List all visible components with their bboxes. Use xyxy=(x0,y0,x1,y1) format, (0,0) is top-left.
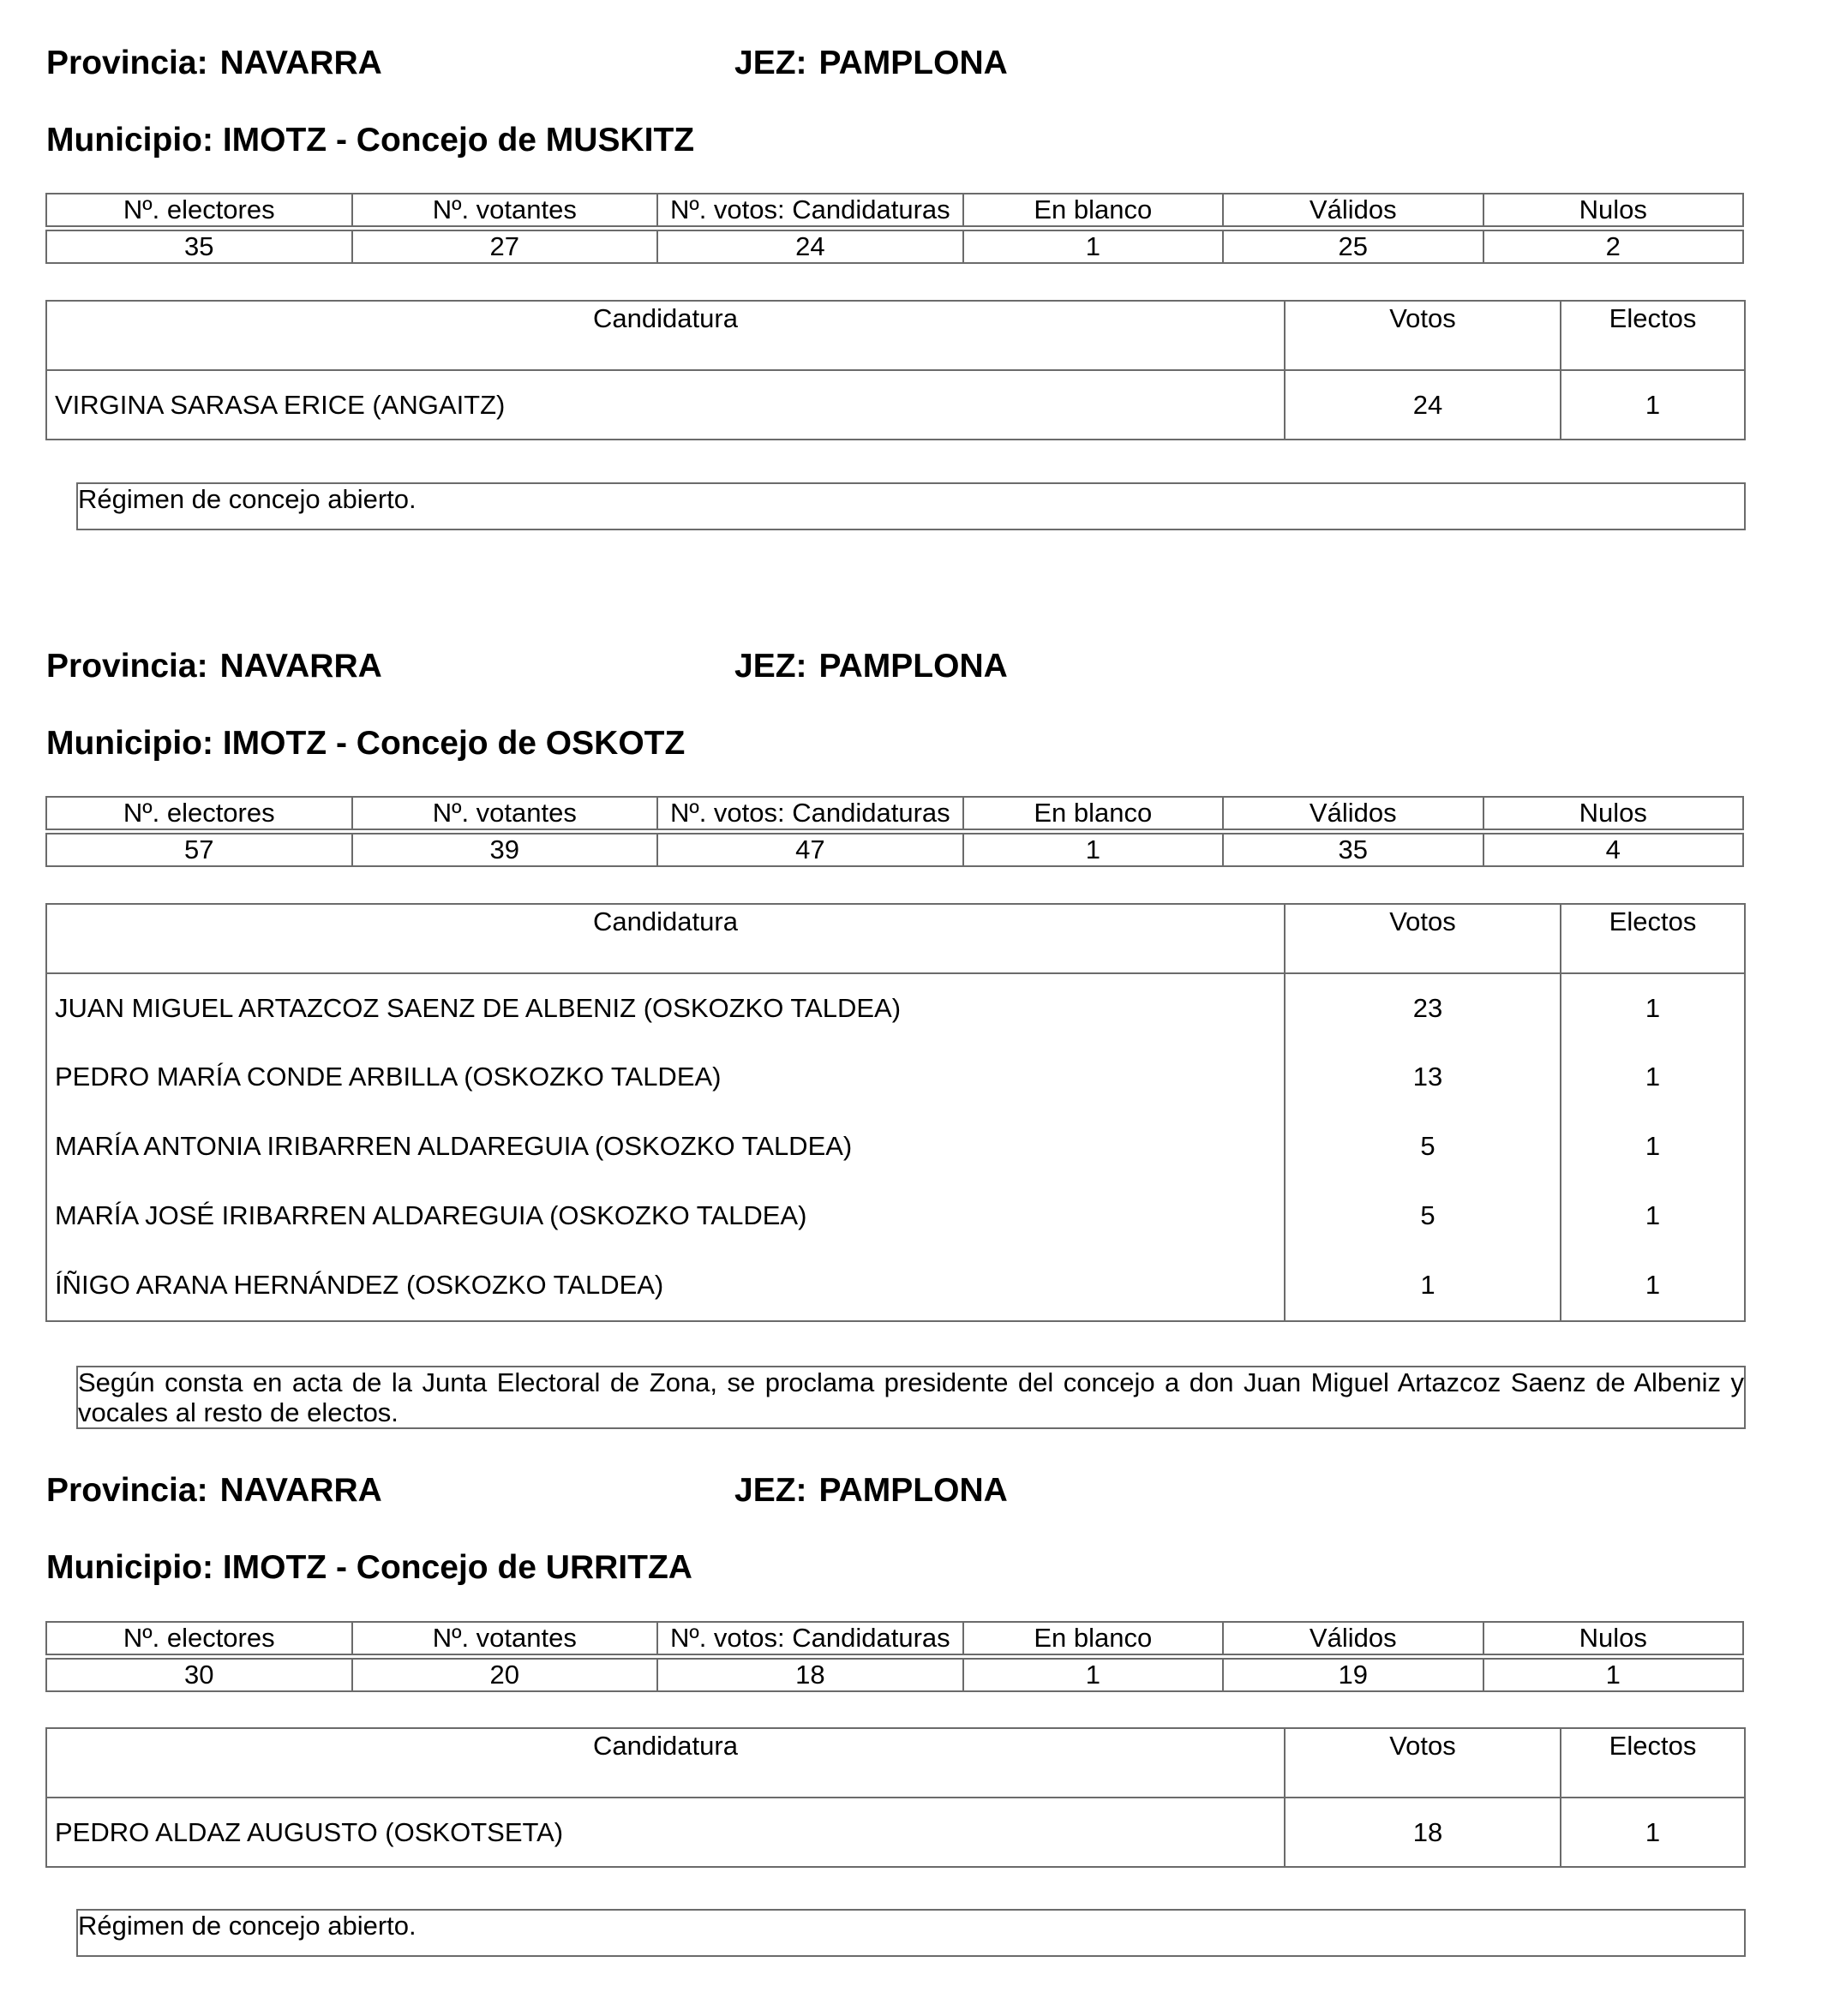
stats-header-votantes: Nº. votantes xyxy=(352,797,658,829)
cand-header-electos: Electos xyxy=(1561,301,1745,370)
stats-value-votantes: 27 xyxy=(352,230,658,263)
stats-table xyxy=(45,1621,1744,1692)
jez-heading: JEZ: PAMPLONA xyxy=(734,45,1008,81)
stats-value-candidaturas: 47 xyxy=(657,834,963,866)
note-box xyxy=(76,482,1746,530)
stats-header-electores: Nº. electores xyxy=(46,194,352,226)
table-row xyxy=(46,1798,1745,1867)
table-row xyxy=(46,1181,1745,1250)
candidate-votos: 18 xyxy=(1285,1798,1561,1867)
stats-value-votantes: 39 xyxy=(352,834,658,866)
stats-header-votantes: Nº. votantes xyxy=(352,1622,658,1654)
stats-header-blanco: En blanco xyxy=(963,797,1223,829)
stats-value-electores: 30 xyxy=(46,1659,352,1691)
provincia-heading: Provincia: NAVARRA xyxy=(46,45,382,81)
jez-heading: JEZ: PAMPLONA xyxy=(734,648,1008,685)
stats-header-candidaturas: Nº. votos: Candidaturas xyxy=(657,797,963,829)
candidate-electos: 1 xyxy=(1561,1798,1745,1867)
candidates-table xyxy=(45,300,1746,440)
stats-value-validos: 35 xyxy=(1223,834,1483,866)
candidate-name: JUAN MIGUEL ARTAZCOZ SAENZ DE ALBENIZ (OSKOZKO TALDEA) xyxy=(46,973,1285,1042)
cand-header-votos: Votos xyxy=(1285,1728,1561,1798)
candidate-electos: 1 xyxy=(1561,973,1745,1042)
stats-value-electores: 57 xyxy=(46,834,352,866)
stats-header-validos: Válidos xyxy=(1223,194,1483,226)
stats-header-nulos: Nulos xyxy=(1483,1622,1744,1654)
candidate-name: MARÍA ANTONIA IRIBARREN ALDAREGUIA (OSKOZKO TALDEA) xyxy=(46,1111,1285,1181)
stats-value-candidaturas: 18 xyxy=(657,1659,963,1691)
municipio-heading: Municipio: IMOTZ - Concejo de URRITZA xyxy=(46,1549,692,1586)
stats-value-blanco: 1 xyxy=(963,230,1223,263)
cand-header-candidatura: Candidatura xyxy=(46,301,1285,370)
candidates-table xyxy=(45,903,1746,1322)
cand-header-electos: Electos xyxy=(1561,904,1745,973)
cand-header-votos: Votos xyxy=(1285,904,1561,973)
stats-table xyxy=(45,796,1744,867)
stats-header-validos: Válidos xyxy=(1223,1622,1483,1654)
stats-header-candidaturas: Nº. votos: Candidaturas xyxy=(657,1622,963,1654)
table-row xyxy=(46,1042,1745,1111)
provincia-heading: Provincia: NAVARRA xyxy=(46,648,382,685)
cand-header-electos: Electos xyxy=(1561,1728,1745,1798)
stats-header-electores: Nº. electores xyxy=(46,797,352,829)
stats-value-electores: 35 xyxy=(46,230,352,263)
candidate-votos: 5 xyxy=(1285,1111,1561,1181)
stats-value-nulos: 1 xyxy=(1483,1659,1744,1691)
note-box xyxy=(76,1909,1746,1957)
candidate-electos: 1 xyxy=(1561,1111,1745,1181)
note-text: Régimen de concejo abierto. xyxy=(78,1911,417,1941)
table-row xyxy=(46,1111,1745,1181)
municipio-heading: Municipio: IMOTZ - Concejo de OSKOTZ xyxy=(46,725,686,762)
stats-value-nulos: 4 xyxy=(1483,834,1744,866)
stats-value-validos: 25 xyxy=(1223,230,1483,263)
stats-header-blanco: En blanco xyxy=(963,194,1223,226)
candidate-votos: 23 xyxy=(1285,973,1561,1042)
stats-value-validos: 19 xyxy=(1223,1659,1483,1691)
note-text: Régimen de concejo abierto. xyxy=(78,484,417,514)
stats-header-validos: Válidos xyxy=(1223,797,1483,829)
stats-value-candidaturas: 24 xyxy=(657,230,963,263)
note-box xyxy=(76,1366,1746,1429)
candidate-name: PEDRO ALDAZ AUGUSTO (OSKOTSETA) xyxy=(46,1798,1285,1867)
candidate-electos: 1 xyxy=(1561,1250,1745,1321)
candidate-name: PEDRO MARÍA CONDE ARBILLA (OSKOZKO TALDEA) xyxy=(46,1042,1285,1111)
candidates-table xyxy=(45,1727,1746,1868)
cand-header-candidatura: Candidatura xyxy=(46,1728,1285,1798)
table-row xyxy=(46,973,1745,1042)
candidate-votos: 1 xyxy=(1285,1250,1561,1321)
stats-header-blanco: En blanco xyxy=(963,1622,1223,1654)
stats-value-blanco: 1 xyxy=(963,834,1223,866)
stats-value-nulos: 2 xyxy=(1483,230,1744,263)
candidate-electos: 1 xyxy=(1561,1181,1745,1250)
candidate-electos: 1 xyxy=(1561,1042,1745,1111)
stats-value-blanco: 1 xyxy=(963,1659,1223,1691)
candidate-electos: 1 xyxy=(1561,370,1745,440)
table-row xyxy=(46,370,1745,440)
stats-value-votantes: 20 xyxy=(352,1659,658,1691)
cand-header-votos: Votos xyxy=(1285,301,1561,370)
stats-header-candidaturas: Nº. votos: Candidaturas xyxy=(657,194,963,226)
table-row xyxy=(46,1250,1745,1321)
cand-header-candidatura: Candidatura xyxy=(46,904,1285,973)
candidate-votos: 13 xyxy=(1285,1042,1561,1111)
stats-table xyxy=(45,193,1744,264)
stats-header-nulos: Nulos xyxy=(1483,194,1744,226)
candidate-votos: 24 xyxy=(1285,370,1561,440)
note-text: Según consta en acta de la Junta Electoral de Zona, se proclama presidente del concejo a don Juan Miguel Artazcoz Saenz de Albeniz y vocales al resto de electos. xyxy=(78,1367,1744,1427)
municipio-heading: Municipio: IMOTZ - Concejo de MUSKITZ xyxy=(46,122,695,159)
candidate-name: MARÍA JOSÉ IRIBARREN ALDAREGUIA (OSKOZKO TALDEA) xyxy=(46,1181,1285,1250)
stats-header-nulos: Nulos xyxy=(1483,797,1744,829)
jez-heading: JEZ: PAMPLONA xyxy=(734,1472,1008,1509)
candidate-name: VIRGINA SARASA ERICE (ANGAITZ) xyxy=(46,370,1285,440)
candidate-name: ÍÑIGO ARANA HERNÁNDEZ (OSKOZKO TALDEA) xyxy=(46,1250,1285,1321)
provincia-heading: Provincia: NAVARRA xyxy=(46,1472,382,1509)
candidate-votos: 5 xyxy=(1285,1181,1561,1250)
stats-header-votantes: Nº. votantes xyxy=(352,194,658,226)
stats-header-electores: Nº. electores xyxy=(46,1622,352,1654)
